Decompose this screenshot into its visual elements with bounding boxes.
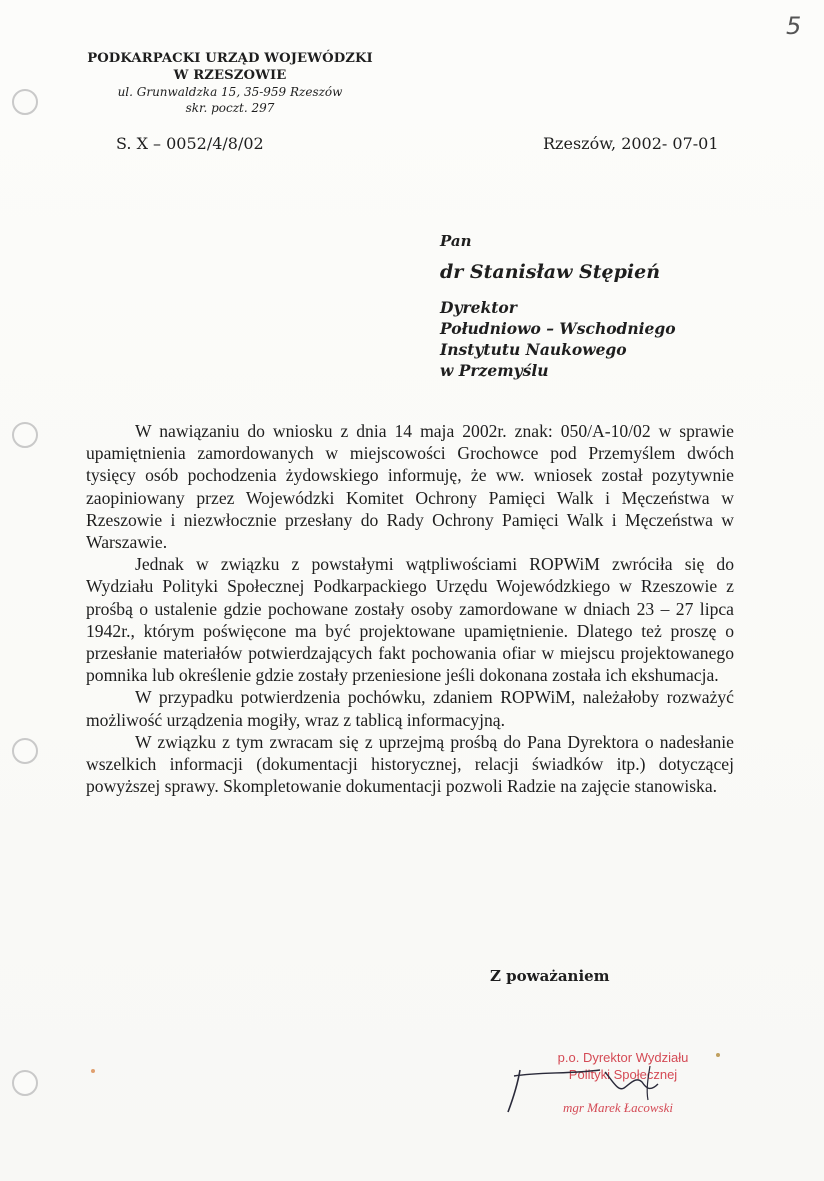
stamp-position-line: p.o. Dyrektor Wydziału xyxy=(557,1050,689,1065)
recipient-title-line: Południowo – Wschodniego xyxy=(440,319,676,338)
closing-phrase: Z poważaniem xyxy=(490,967,610,985)
letterhead-office-name: PODKARPACKI URZĄD WOJEWÓDZKI xyxy=(87,51,373,66)
letterhead-city: W RZESZOWIE xyxy=(173,68,287,83)
letterhead-po-box: skr. poczt. 297 xyxy=(185,101,275,115)
stamp-department-line: Polityki Społecznej xyxy=(568,1067,678,1082)
ink-dot xyxy=(716,1053,720,1057)
recipient-title xyxy=(440,297,676,381)
letterhead-address: ul. Grunwaldzka 15, 35-959 Rzeszów xyxy=(117,85,343,99)
body-paragraph: W związku z tym zwracam się z uprzejmą prośbą do Pana Dyrektora o nadesłanie wszelkich informacji (dokumentacji historycznej, relacji świadków itp.) dotyczącej powyższej sprawy. Skompletowanie dokumentacji pozwoli Radzie na zajęcie stanowiska. xyxy=(86,731,734,797)
handwritten-signature xyxy=(500,1062,690,1122)
body-paragraph: W przypadku potwierdzenia pochówku, zdaniem ROPWiM, należałoby rozważyć możliwość urządzenia mogiły, wraz z tablicą informacyjną. xyxy=(86,687,734,730)
page-number: 5 xyxy=(786,12,802,40)
body-paragraph: W nawiązaniu do wniosku z dnia 14 maja 2002r. znak: 050/A-10/02 w sprawie upamiętnienia zamordowanych w miejscowości Grochowce pod Przemyślem dwóch tysięcy osób pochodzenia żydowskiego informuję, że ww. wniosek został pozytywnie zaopiniowany przez Wojewódzki Komitet Ochrony Pamięci Walk i Męczeństwa w Rzeszowie i niezwłocznie przesłany do Rady Ochrony Pamięci Walk i Męczeństwa w Warszawie. xyxy=(86,421,734,553)
punch-hole-middle xyxy=(12,422,38,448)
body-paragraph: Jednak w związku z powstałymi wątpliwościami ROPWiM zwróciła się do Wydziału Polityki Społecznej Podkarpackiego Urzędu Wojewódzkiego w Rzeszowie z prośbą o ustalenie gdzie pochowane zostały osoby zamordowane w dniach 23 – 27 lipca 1942r., którym poświęcone ma być projektowane upamiętnienie. Dlatego też proszę o przesłanie materiałów potwierdzających fakt pochowania ofiar w miejscu projektowanego pomnika lub określenie gdzie zostały przeniesione jeśli dokonana została ich ekshumacja. xyxy=(86,554,734,686)
recipient-title-line: Instytutu Naukowego xyxy=(440,340,627,359)
letter-body xyxy=(86,420,734,797)
recipient-title-line: Dyrektor xyxy=(440,298,517,317)
letterhead xyxy=(85,50,375,116)
punch-hole-bottom xyxy=(12,1070,38,1096)
recipient-salutation: Pan xyxy=(440,232,472,250)
punch-hole-lower xyxy=(12,738,38,764)
stamp-signatory-name: mgr Marek Łacowski xyxy=(562,1100,673,1115)
letter-date: Rzeszów, 2002- 07-01 xyxy=(543,134,719,153)
punch-hole-top xyxy=(12,89,38,115)
recipient-name: dr Stanisław Stępień xyxy=(440,261,661,283)
recipient-title-line: w Przemyślu xyxy=(440,361,549,380)
ink-dot xyxy=(91,1069,95,1073)
reference-number: S. X – 0052/4/8/02 xyxy=(116,134,264,153)
